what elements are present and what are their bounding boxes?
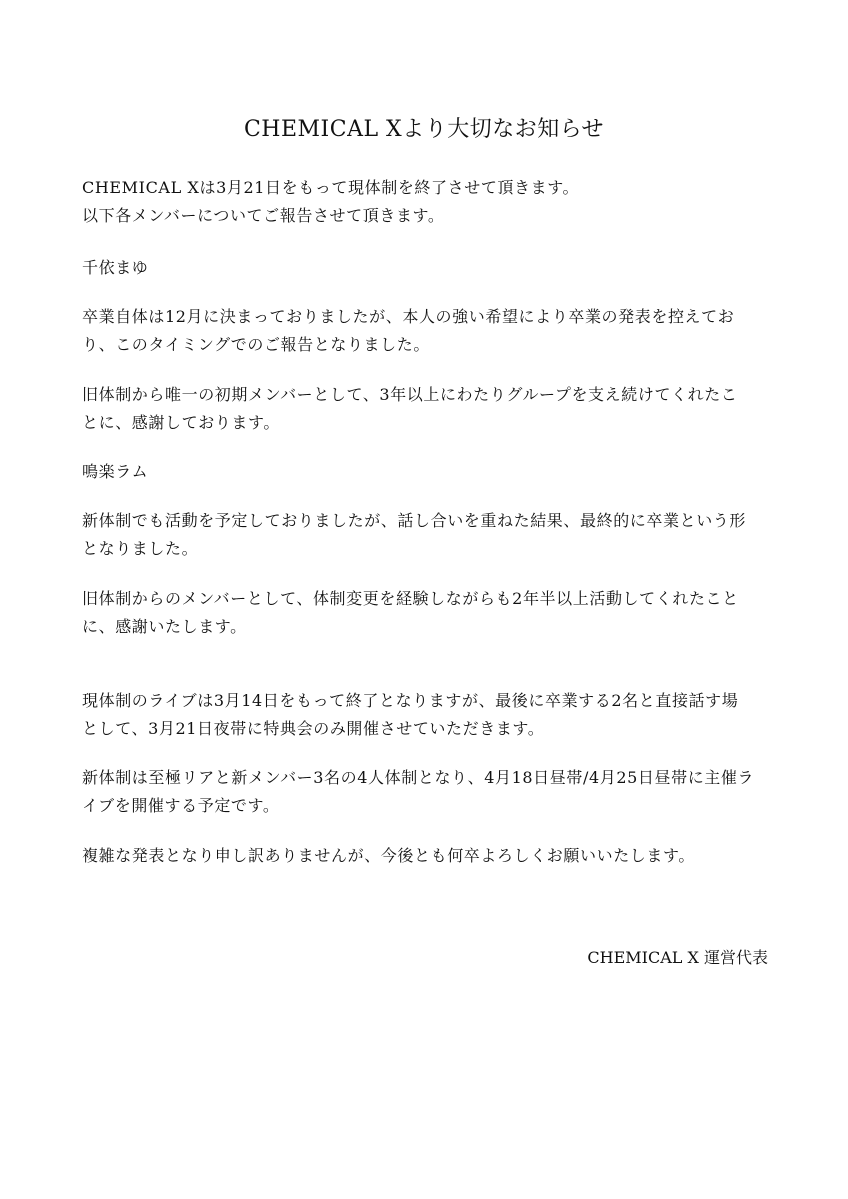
paragraph-line: 現体制のライブは3月14日をもって終了となりますが、最後に卒業する2名と直接話す場 bbox=[82, 691, 739, 710]
paragraph-line: 新体制でも活動を予定しておりましたが、話し合いを重ねた結果、最終的に卒業という形 bbox=[82, 511, 747, 530]
member-name-ramu: 鳴楽ラム bbox=[82, 462, 149, 481]
paragraph-line: 新体制は至極リアと新メンバー3名の4人体制となり、4月18日昼帯/4月25日昼帯に主催ラ bbox=[82, 768, 755, 787]
signature: CHEMICAL X 運営代表 bbox=[587, 948, 768, 967]
intro-line: 以下各メンバーについてご報告させて頂きます。 bbox=[82, 206, 445, 225]
closing-line: 複雑な発表となり申し訳ありませんが、今後とも何卒よろしくお願いいたします。 bbox=[82, 846, 695, 865]
paragraph-line: に、感謝いたします。 bbox=[82, 617, 247, 636]
paragraph-line: 卒業自体は12月に決まっておりましたが、本人の強い希望により卒業の発表を控えてお bbox=[82, 307, 735, 326]
page-title: CHEMICAL Xより大切なお知らせ bbox=[243, 117, 605, 142]
paragraph-line: とに、感謝しております。 bbox=[82, 413, 280, 432]
member-name-mayu: 千依まゆ bbox=[82, 258, 149, 277]
intro-line: CHEMICAL Xは3月21日をもって現体制を終了させて頂きます。 bbox=[82, 178, 580, 197]
paragraph-line: り、このタイミングでのご報告となりました。 bbox=[82, 335, 430, 354]
paragraph-line: となりました。 bbox=[82, 539, 199, 558]
paragraph-line: 旧体制から唯一の初期メンバーとして、3年以上にわたりグループを支え続けてくれたこ bbox=[82, 385, 738, 404]
paragraph-line: 旧体制からのメンバーとして、体制変更を経験しながらも2年半以上活動してくれたこと bbox=[82, 589, 739, 608]
paragraph-line: イブを開催する予定です。 bbox=[82, 796, 280, 815]
paragraph-line: として、3月21日夜帯に特典会のみ開催させていただきます。 bbox=[82, 719, 545, 738]
